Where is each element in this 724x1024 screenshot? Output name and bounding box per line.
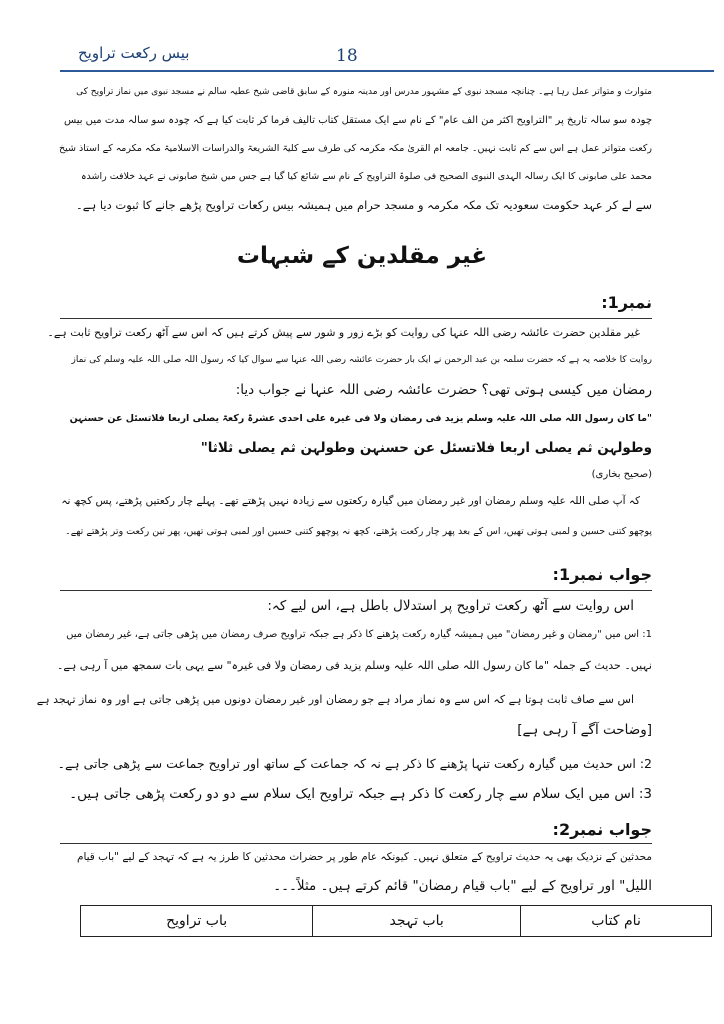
section-rule [60, 590, 652, 591]
text-line: سے لے کر عہد حکومت سعودیہ تک مکہ مکرمہ و مسجد حرام میں ہمیشہ بیس رکعات تراویح پڑھے جانے کا ثبوت دیا ہے۔ [76, 198, 652, 212]
text-line: نہیں۔ حدیث کے جملہ "ما کان رسول اللہ صلی اللہ علیہ وسلم یزید فی رمضان ولا فی غیرہ" سے یہی بات سمجھ میں آ رہی ہے۔ [56, 659, 652, 672]
text-line: 1: اس میں "رمضان و غیر رمضان" میں ہمیشہ گیارہ رکعت پڑھنے کا ذکر ہے جبکہ تراویح صرف رمضان میں پڑھی جاتی ہے، غیر رمضان میں [66, 629, 652, 640]
text-line: 2: اس حدیث میں گیارہ رکعت تنہا پڑھنے کا ذکر ہے نہ کہ جماعت کے ساتھ اور تراویح جماعت سے پڑھی جاتی ہے۔ [57, 756, 652, 771]
text-line: محدثین کے نزدیک بھی یہ حدیث تراویح کے متعلق نہیں۔ کیونکہ عام طور پر حضرات محدثین کا طرز یہ ہے کہ تہجد کے لیے "باب قیام [76, 851, 652, 863]
text-line: رکعت متواتر عمل ہے اس سے کم ثابت نہیں۔ جامعہ ام القریٰ مکہ مکرمہ کی طرف سے کلیۃ الشریعۃ والدراسات الاسلامیۃ مکہ مکرمہ کے استاذ شیخ [59, 143, 652, 154]
text-line: روایت کا خلاصہ یہ ہے کہ حضرت سلمہ بن عبد الرحمن نے ایک بار حضرت عائشہ رضی اللہ عنہا سے سوال کیا کہ رسول اللہ صلی اللہ علیہ وسلم کی نماز [71, 355, 652, 365]
text-line: اس سے صاف ثابت ہوتا ہے کہ اس سے وہ نماز مراد ہے جو رمضان اور غیر رمضان دونوں میں پڑھی جاتی ہے اور وہ نماز تہجد ہے [36, 693, 634, 706]
book-chapters-table [80, 905, 712, 937]
text-line: متوارث و متواتر عمل رہا ہے۔ چنانچہ مسجد نبوی کے مشہور مدرس اور مدینہ منورہ کے سابق قاضی شیخ عطیہ سالم نے مسجد نبوی میں نماز تراویح کی [76, 87, 652, 97]
page-number: 18 [336, 46, 358, 66]
text-line: [وضاحت آگے آ رہی ہے] [517, 722, 652, 738]
section-heading: غیر مقلدین کے شبہات [236, 243, 488, 269]
text-line: پوچھو کتنی حسین و لمبی ہوتی تھیں، اس کے بعد پھر چار رکعت پڑھتے، کچھ نہ پوچھو کتنی حسین اور لمبی ہوتی تھیں، پھر تین رکعت وتر پڑھتے تھے۔ [65, 526, 652, 537]
text-line: اللیل" اور تراویح کے لیے "باب قیام رمضان" قائم کرتے ہیں۔ مثلاً۔۔۔ [273, 878, 652, 894]
table-header-cell: باب تراویح [81, 906, 313, 937]
hadith-text-line: "ما کان رسول اللہ صلی اللہ علیہ وسلم یزید فی رمضان ولا فی غیرہ علی احدی عشرۃ رکعۃ یصلی اربعا فلاتسئل عن حسنہن [69, 413, 652, 424]
answer1-label: جواب نمبر1: [552, 565, 652, 584]
table-row [81, 906, 712, 937]
running-header-title: بیس رکعت تراویح [78, 44, 190, 62]
text-line: 3: اس میں ایک سلام سے چار رکعت کا ذکر ہے جبکہ تراویح ایک سلام سے دو دو رکعت پڑھی جاتی ہیں۔ [69, 786, 652, 802]
hadith-text-line: وطولہن ثم یصلی اربعا فلاتسئل عن حسنہن وطولہن ثم یصلی ثلاثا" [200, 440, 652, 456]
section-rule [60, 318, 652, 319]
answer2-label: جواب نمبر2: [552, 820, 652, 839]
table-header-cell: نام کتاب [521, 906, 712, 937]
table-header-cell: باب تہجد [313, 906, 521, 937]
section-rule [60, 843, 652, 844]
text-line: اس روایت سے آٹھ رکعت تراویح پر استدلال باطل ہے، اس لیے کہ: [267, 598, 634, 614]
text-line: رمضان میں کیسی ہوتی تھی؟ حضرت عائشہ رضی اللہ عنہا نے جواب دیا: [235, 382, 652, 398]
header-rule [60, 70, 714, 72]
objection-label: نمبر1: [601, 293, 652, 312]
text-line: غیر مقلدین حضرت عائشہ رضی اللہ عنہا کی روایت کو بڑے زور و شور سے پیش کرتے ہیں کہ اس سے آٹھ رکعت تراویح ثابت ہے۔ [47, 326, 640, 339]
text-line: محمد علی صابونی کا ایک رسالہ الہدی النبوی الصحیح فی صلوۃ التراویح کے نام سے شائع کیا گیا ہے جس میں شیخ صابونی نے عہد خلافت راشدہ [80, 171, 652, 182]
hadith-source: (صحیح بخاری) [591, 469, 652, 480]
text-line: چودہ سو سالہ تاریخ پر "التراویح اکثر من الف عام" کے نام سے ایک مستقل کتاب تالیف فرما کر ثابت کیا ہے کہ چودہ سو سالہ مدت میں بیس [63, 115, 652, 126]
text-line: کہ آپ صلی اللہ علیہ وسلم رمضان اور غیر رمضان میں گیارہ رکعتوں سے زیادہ نہیں پڑھتے تھے۔ پہلے چار رکعتیں پڑھتے، پس کچھ نہ [61, 495, 640, 507]
